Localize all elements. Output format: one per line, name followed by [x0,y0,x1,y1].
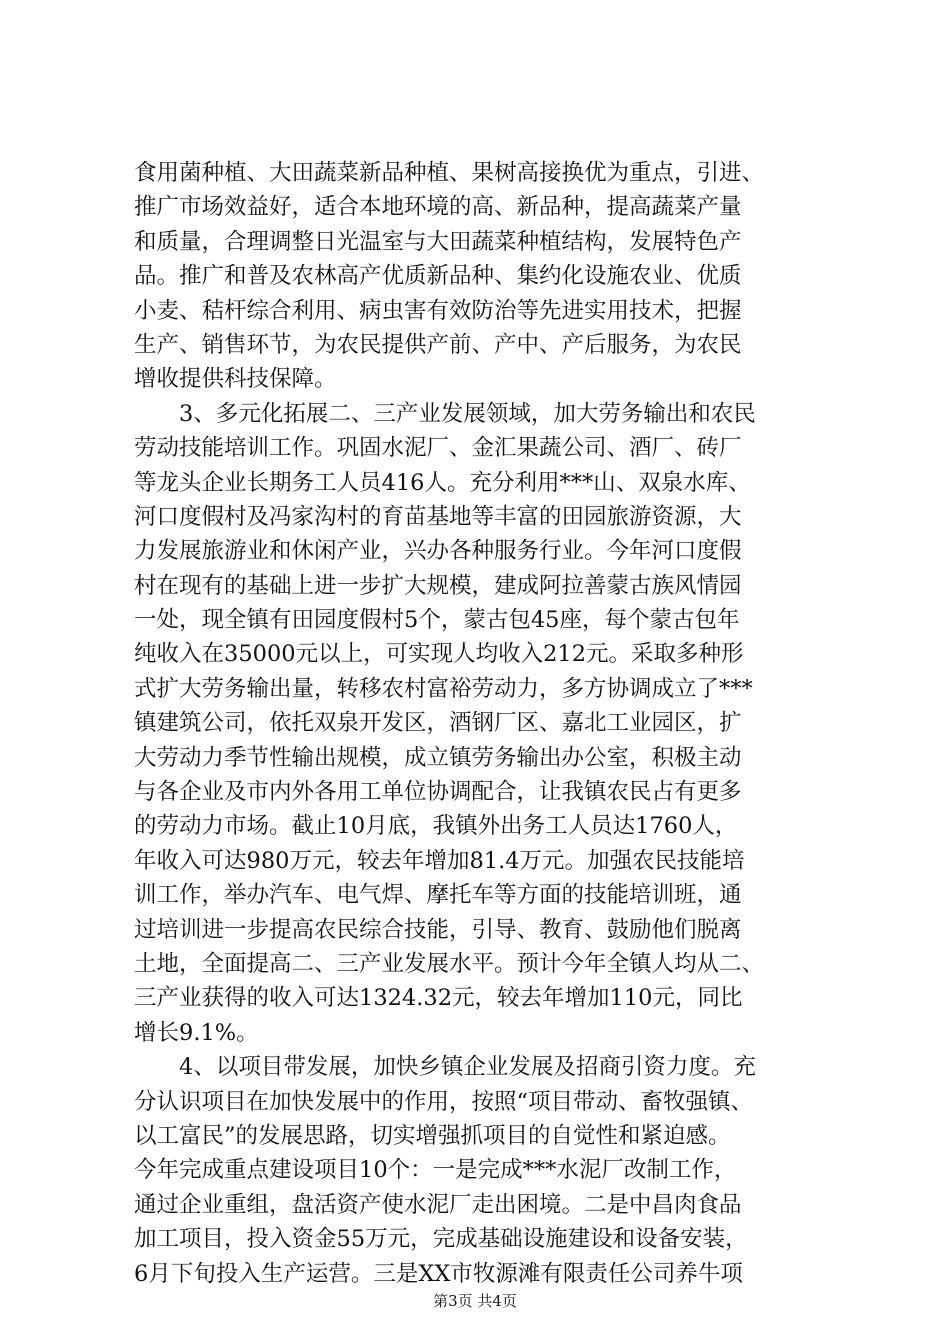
text-line: 生产、销售环节，为农民提供产前、产中、产后服务，为农民 [134,331,742,358]
text-line: 训工作，举办汽车、电气焊、摩托车等方面的技能培训班，通 [134,882,742,909]
text-line: 今年完成重点建设项目10个：一是完成***水泥厂改制工作， [134,1157,737,1184]
text-line: 村在现有的基础上进一步扩大规模，建成阿拉善蒙古族风情园 [134,572,742,599]
text-line: 式扩大劳务输出量，转移农村富裕劳动力，多方协调成立了*** [134,675,753,702]
text-line: 等龙头企业长期务工人员416人。充分利用***山、双泉水库、 [134,469,751,496]
text-line: 通过企业重组，盘活资产使水泥厂走出困境。二是中昌肉食品 [134,1191,742,1218]
text-line: 推广市场效益好，适合本地环境的高、新品种，提高蔬菜产量 [134,194,742,221]
text-line: 分认识项目在加快发展中的作用，按照“项目带动、畜牧强镇、 [134,1088,754,1115]
text-line: 小麦、秸杆综合利用、病虫害有效防治等先进实用技术，把握 [134,297,742,324]
text-line: 力发展旅游业和休闲产业，兴办各种服务行业。今年河口度假 [134,538,742,565]
text-line: 土地，全面提高二、三产业发展水平。预计今年全镇人均从二、 [134,950,765,977]
text-line: 年收入可达980万元，较去年增加81.4万元。加强农民技能培 [134,847,745,874]
text-line: 品。推广和普及农林高产优质新品种、集约化设施农业、优质 [134,263,742,290]
text-line: 6月下旬投入生产运营。三是XX市牧源滩有限责任公司养牛项 [134,1260,743,1287]
text-line: 4、以项目带发展，加快乡镇企业发展及招商引资力度。充 [134,1054,756,1081]
text-line: 镇建筑公司，依托双泉开发区，酒钢厂区、嘉北工业园区，扩 [134,710,742,737]
text-line: 增收提供科技保障。 [134,366,337,393]
text-line: 河口度假村及冯家沟村的育苗基地等丰富的田园旅游资源，大 [134,503,742,530]
text-line: 一处，现全镇有田园度假村5个，蒙古包45座，每个蒙古包年 [134,607,740,634]
text-line: 加工项目，投入资金55万元，完成基础设施建设和设备安装， [134,1226,748,1253]
text-line: 的劳动力市场。截止10月底，我镇外出务工人员达1760人， [134,813,738,840]
text-line: 劳动技能培训工作。巩固水泥厂、金汇果蔬公司、酒厂、砖厂 [134,435,742,462]
text-line: 食用菌种植、大田蔬菜新品种植、果树高接换优为重点，引进、 [134,160,765,186]
page-footer: 第3页 共4页 [433,1292,517,1310]
body-text [134,156,834,1291]
text-line: 过培训进一步提高农民综合技能，引导、教育、鼓励他们脱离 [134,916,742,943]
text-line: 三产业获得的收入可达1324.32元，较去年增加110元，同比 [134,985,743,1012]
text-line: 增长9.1%。 [134,1019,259,1046]
text-line: 纯收入在35000元以上，可实现人均收入212元。采取多种形 [134,641,744,668]
text-line: 以工富民”的发展思路，切实增强抓项目的自觉性和紧迫感。 [134,1122,731,1149]
text-line: 3、多元化拓展二、三产业发展领域，加大劳务输出和农民 [134,400,756,427]
text-line: 与各企业及市内外各用工单位协调配合，让我镇农民占有更多 [134,779,742,806]
text-line: 大劳动力季节性输出规模，成立镇劳务输出办公室，积极主动 [134,744,742,771]
text-line: 和质量，合理调整日光温室与大田蔬菜种植结构，发展特色产 [134,228,742,255]
